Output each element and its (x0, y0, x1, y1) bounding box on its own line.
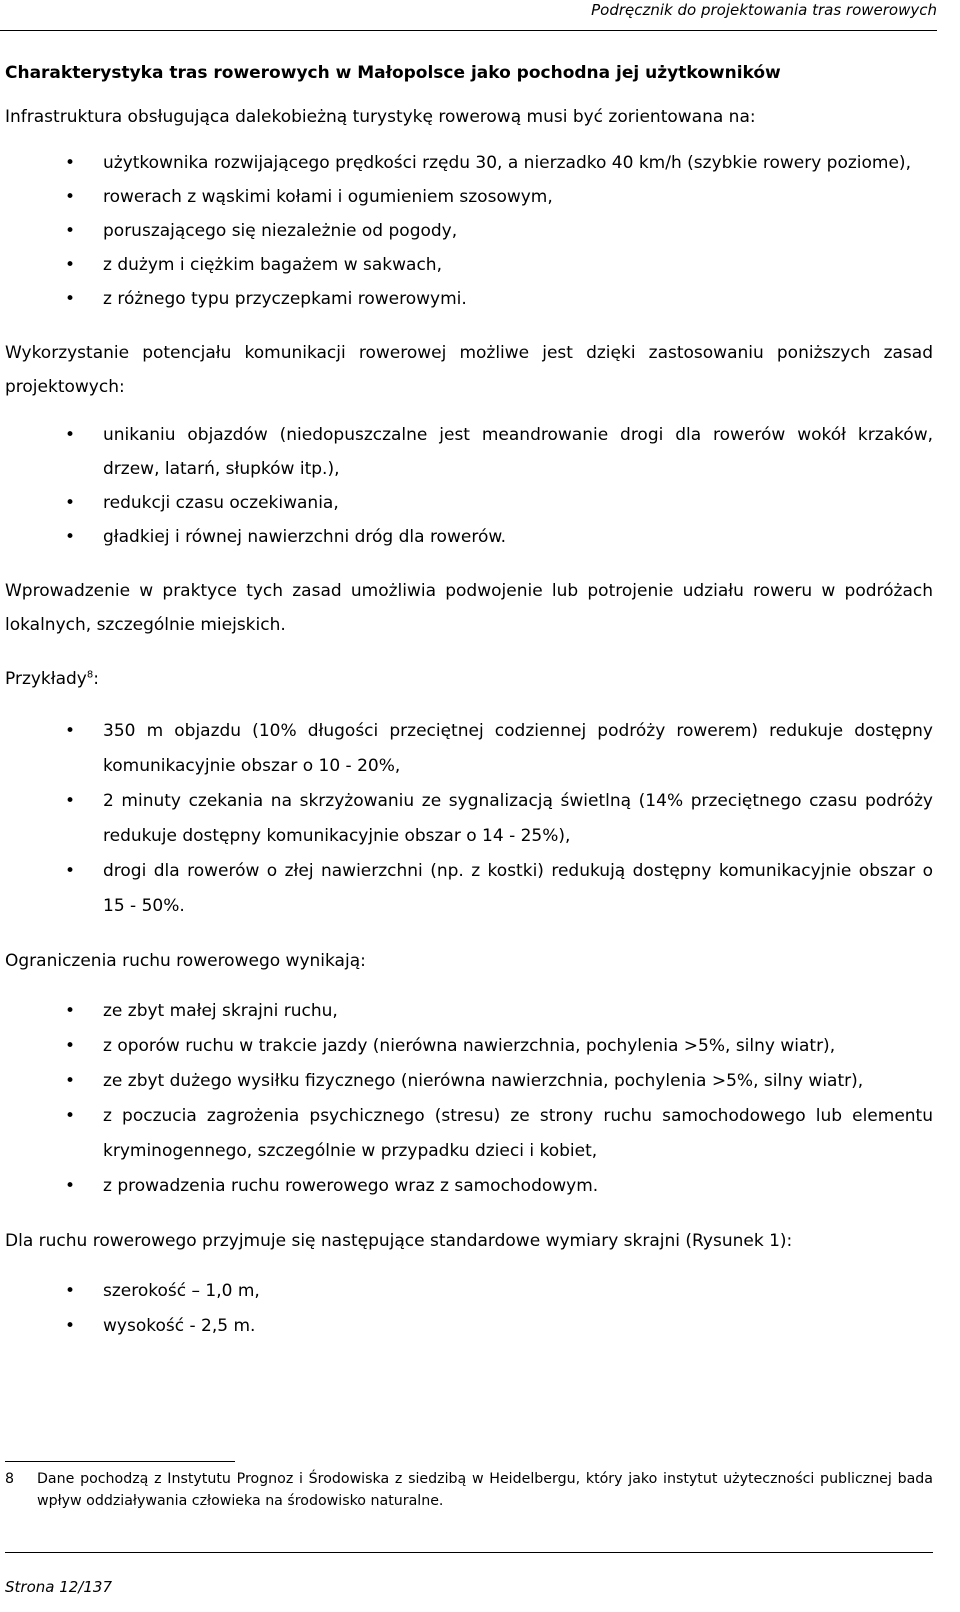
list-item-text: szerokość – 1,0 m, (103, 1281, 260, 1301)
list-item-text: z poczucia zagrożenia psychicznego (stresu) ze strony ruchu samochodowego lub elementu kryminogennego, szczególnie w przypadku dzieci i kobiet, (103, 1106, 933, 1161)
list-item (5, 520, 933, 554)
footer-separator (5, 1552, 933, 1553)
bullet-icon: • (64, 1176, 76, 1196)
list-item (5, 486, 933, 520)
list-item (5, 1274, 933, 1309)
list-dimensions (5, 1274, 933, 1344)
list-item (5, 1029, 933, 1064)
running-header: Podręcznik do projektowania tras rowerowych (0, 0, 937, 31)
page-number: Strona 12/137 (5, 1578, 112, 1596)
bullet-icon: • (64, 527, 76, 547)
paragraph-infrastructure-intro: Infrastruktura obsługująca dalekobieżną turystykę rowerową musi być zorientowana na: (5, 107, 756, 127)
bullet-icon: • (64, 791, 76, 811)
bullet-icon: • (64, 425, 76, 445)
list-item (5, 146, 933, 180)
list-restrictions (5, 994, 933, 1204)
list-infrastructure (5, 146, 933, 316)
list-item-text: wysokość - 2,5 m. (103, 1316, 256, 1336)
bullet-icon: • (64, 255, 76, 275)
bullet-icon: • (64, 1036, 76, 1056)
list-item-text: z oporów ruchu w trakcie jazdy (nierówna nawierzchnia, pochylenia >5%, silny wiatr), (103, 1036, 836, 1056)
footnote (5, 1468, 933, 1512)
list-item (5, 248, 933, 282)
paragraph-dimensions-intro: Dla ruchu rowerowego przyjmuje się następujące standardowe wymiary skrajni (Rysunek 1): (5, 1231, 793, 1251)
footnote-text: Dane pochodzą z Instytutu Prognoz i Środowiska z siedzibą w Heidelbergu, który jako instytut użyteczności publicznej bada wpływ oddziaływania człowieka na środowisko naturalne. (37, 1471, 933, 1509)
list-item-text: z prowadzenia ruchu rowerowego wraz z samochodowym. (103, 1176, 599, 1196)
paragraph-restrictions-intro: Ograniczenia ruchu rowerowego wynikają: (5, 951, 366, 971)
examples-label: Przykłady (5, 669, 87, 689)
list-item-text: redukcji czasu oczekiwania, (103, 493, 339, 513)
examples-colon: : (93, 669, 99, 689)
list-item-text: ze zbyt małej skrajni ruchu, (103, 1001, 338, 1021)
page-content (5, 58, 933, 1344)
footnote-number: 8 (5, 1471, 15, 1487)
list-item (5, 1309, 933, 1344)
list-item (5, 214, 933, 248)
list-item-text: poruszającego się niezależnie od pogody, (103, 221, 458, 241)
list-item-text: z różnego typu przyczepkami rowerowymi. (103, 289, 467, 309)
bullet-icon: • (64, 1316, 76, 1336)
list-item-text: drogi dla rowerów o złej nawierzchni (np. z kostki) redukują dostępny komunikacyjnie obszar o 15 - 50%. (103, 861, 933, 916)
bullet-icon: • (64, 187, 76, 207)
bullet-icon: • (64, 493, 76, 513)
list-item-text: 350 m objazdu (10% długości przeciętnej codziennej podróży rowerem) redukuje dostępny komunikacyjnie obszar o 10 - 20%, (103, 721, 933, 776)
bullet-icon: • (64, 721, 76, 741)
list-item (5, 994, 933, 1029)
footnote-separator (5, 1461, 235, 1462)
list-item-text: gładkiej i równej nawierzchni dróg dla rowerów. (103, 527, 507, 547)
list-item-text: z dużym i ciężkim bagażem w sakwach, (103, 255, 442, 275)
bullet-icon: • (64, 1281, 76, 1301)
bullet-icon: • (64, 1001, 76, 1021)
list-item (5, 854, 933, 924)
list-item-text: użytkownika rozwijającego prędkości rzędu 30, a nierzadko 40 km/h (szybkie rowery poziome), (103, 153, 911, 173)
list-item-text: ze zbyt dużego wysiłku fizycznego (nierówna nawierzchnia, pochylenia >5%, silny wiatr), (103, 1071, 864, 1091)
list-item-text: unikaniu objazdów (niedopuszczalne jest meandrowanie drogi dla rowerów wokół krzaków, drzew, latarń, słupków itp.), (103, 425, 933, 479)
bullet-icon: • (64, 153, 76, 173)
bullet-icon: • (64, 221, 76, 241)
list-examples (5, 714, 933, 924)
list-item (5, 1169, 933, 1204)
list-item (5, 1099, 933, 1169)
list-design-principles (5, 418, 933, 554)
footnote-reference[interactable]: 8 (86, 669, 94, 681)
list-item (5, 1064, 933, 1099)
list-item (5, 418, 933, 486)
bullet-icon: • (64, 861, 76, 881)
list-item (5, 180, 933, 214)
list-item (5, 784, 933, 854)
paragraph-examples-intro (5, 662, 933, 696)
list-item (5, 282, 933, 316)
bullet-icon: • (64, 1106, 76, 1126)
section-heading: Charakterystyka tras rowerowych w Małopolsce jako pochodna jej użytkowników (5, 63, 781, 83)
paragraph-practice: Wprowadzenie w praktyce tych zasad umożliwia podwojenie lub potrojenie udziału roweru w podróżach lokalnych, szczególnie miejskich. (5, 581, 933, 635)
bullet-icon: • (64, 289, 76, 309)
list-item-text: rowerach z wąskimi kołami i ogumieniem szosowym, (103, 187, 553, 207)
list-item (5, 714, 933, 784)
paragraph-design-principles-intro: Wykorzystanie potencjału komunikacji rowerowej możliwe jest dzięki zastosowaniu poniższych zasad projektowych: (5, 343, 933, 397)
list-item-text: 2 minuty czekania na skrzyżowaniu ze sygnalizacją świetlną (14% przeciętnego czasu podróży redukuje dostępny komunikacyjnie obszar o 14 - 25%), (103, 791, 933, 846)
bullet-icon: • (64, 1071, 76, 1091)
